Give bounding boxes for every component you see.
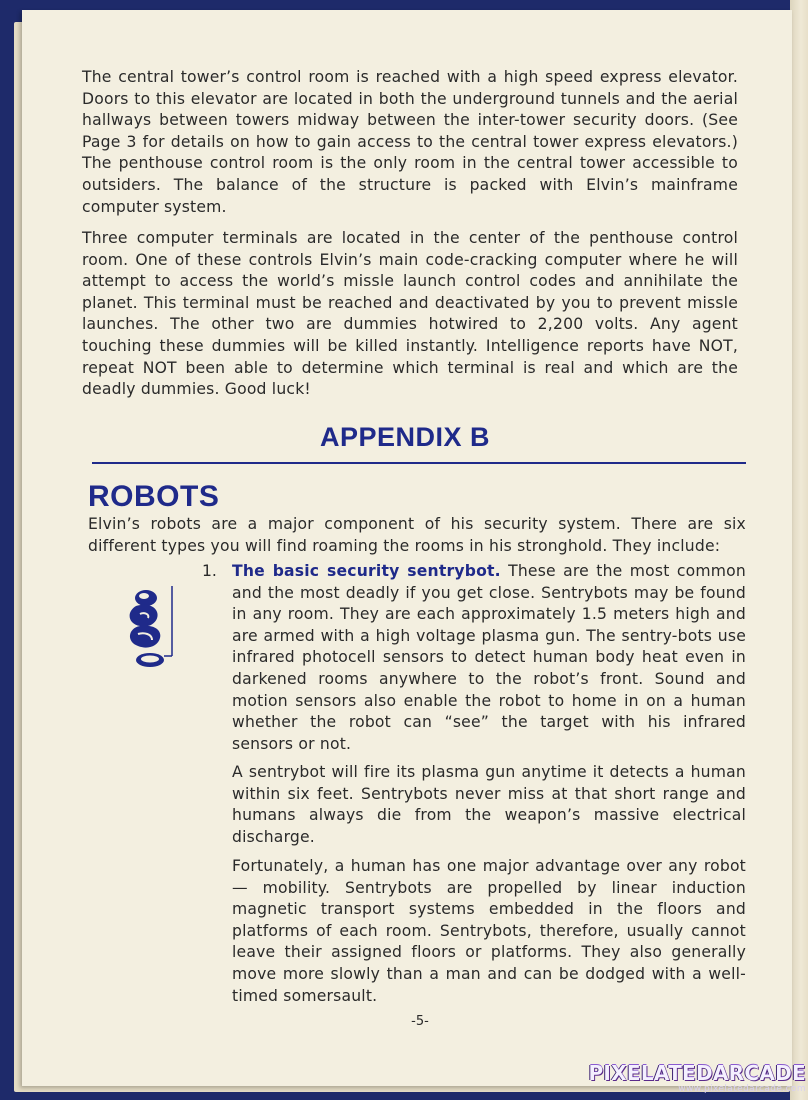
paragraph-terminals: Three computer terminals are located in the center of the penthouse control room. One of these controls Elvin’s main code-cracking computer where he will attempt to access the world’s missle launch control codes and annihilate the planet. This terminal must be reached and deactivated by you to prevent missle launches. The other two are dummies hotwired to 2,200 volts. Any agent touching these dummies will be killed instantly. Intelligence reports have NOT, repeat NOT been able to determine which terminal is real and which are the deadly dummies. Good luck!	[82, 229, 738, 399]
section-title: ROBOTS	[88, 480, 220, 513]
site-watermark	[578, 1062, 806, 1095]
paragraph-fire: A sentrybot will fire its plasma gun anytime it detects a human within six feet. Sentrybots never miss at that short range and humans always die from the weapon’s massive electrical discharge.	[232, 763, 746, 846]
adjacent-page-edge	[790, 0, 808, 1100]
robots-intro: Elvin’s robots are a major component of his security system. There are six different types you will find roaming the rooms in his stronghold. They include:	[88, 515, 746, 555]
appendix-heading: APPENDIX B	[319, 422, 491, 452]
list-item-lead: The basic security sentrybot.	[232, 562, 501, 580]
paragraph-central-tower: The central tower’s control room is reached with a high speed express elevator. Doors to this elevator are located in both the underground tunnels and the aerial hallways between towers midway between the inter-tower security doors. (See Page 3 for details on how to gain access to the central tower express elevators.) The penthouse control room is the only room in the central tower accessible to outsiders. The balance of the structure is packed with Elvin’s mainframe computer system.	[82, 68, 738, 216]
watermark-url: www.pixelatedarcade.com	[678, 1084, 806, 1094]
heading-divider	[92, 462, 746, 464]
watermark-logo-text: PIXELATEDARCADE	[588, 1061, 806, 1085]
sentrybot-illustration-icon	[122, 584, 178, 674]
list-item-number: 1.	[202, 562, 217, 580]
list-item-body: These are the most common and the most deadly if you get close. Sentrybots may be found in any room. They are each approximately 1.5 meters high and are armed with a high voltage plasma gun. The sentry-bots use infrared photocell sensors to detect human body heat even in darkened rooms anywhere to the robot’s front. Sound and motion sensors also enable the robot to home in on a human whether the robot can “see” the target with his infrared sensors or not.	[232, 562, 746, 753]
paragraph-mobility: Fortunately, a human has one major advantage over any robot — mobility. Sentrybots are propelled by linear induction magnetic transport systems embedded in the floors and platforms of each room. Sentrybots, therefore, usually cannot leave their assigned floors or platforms. They also generally move more slowly than a man and can be dodged with a well-timed somersault.	[232, 857, 746, 1005]
page-number: -5-	[411, 1014, 429, 1029]
list-item-sentrybot	[232, 561, 746, 755]
